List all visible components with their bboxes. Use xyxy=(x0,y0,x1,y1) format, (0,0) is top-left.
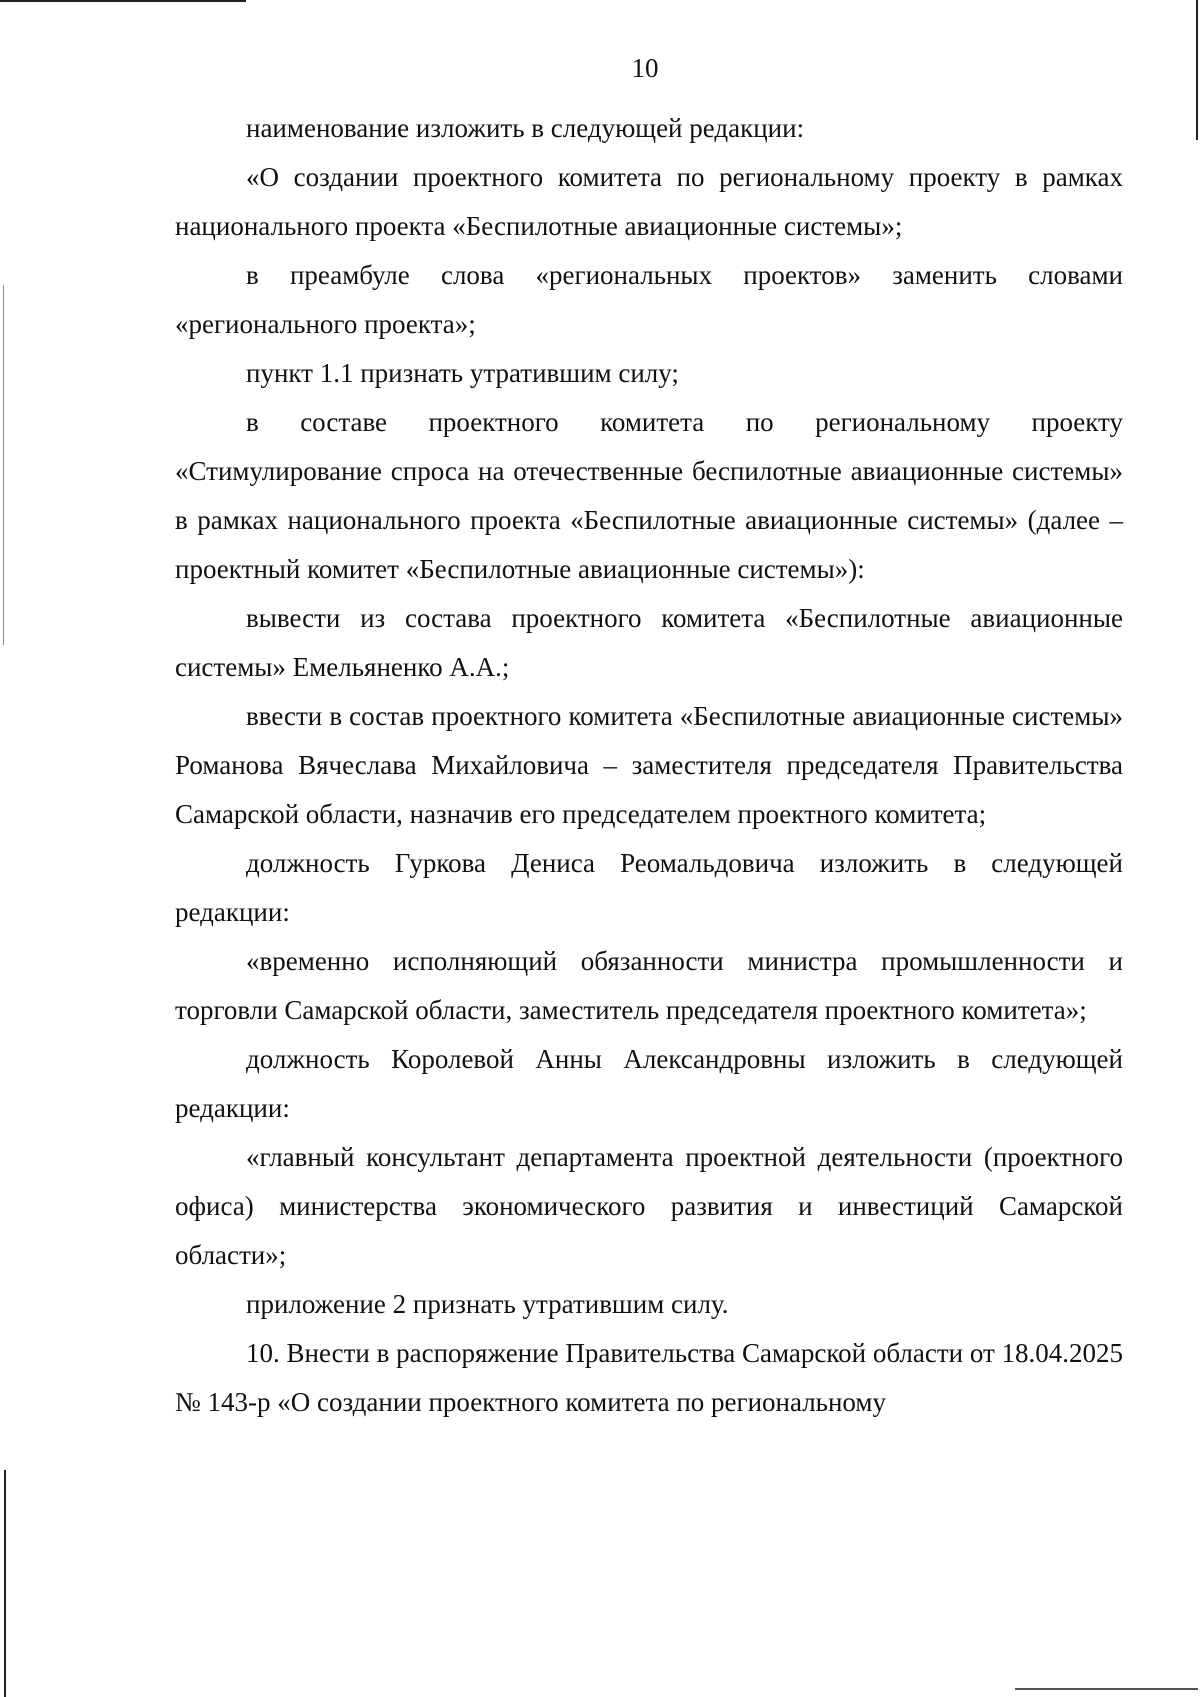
document-body xyxy=(175,104,1123,1427)
scan-mark-bottom-right xyxy=(1015,1688,1198,1690)
paragraph-4: пункт 1.1 признать утратившим силу; xyxy=(246,358,679,388)
paragraph-12: приложение 2 признать утратившим силу. xyxy=(246,1289,729,1319)
paragraph-8: должность Гуркова Дениса Реомальдовича изложить в следующей редакции: xyxy=(175,848,1123,927)
paragraph-11: «главный консультант департамента проектной деятельности (проектного офиса) министерства экономического развития и инвестиций Самарской области»; xyxy=(175,1142,1123,1270)
paragraph-3: в преамбуле слова «региональных проектов» заменить словами «регионального проекта»; xyxy=(175,260,1123,339)
paragraph-9: «временно исполняющий обязанности министра промышленности и торговли Самарской области, заместитель председателя проектного комитета»; xyxy=(175,946,1123,1025)
paragraph-7: ввести в состав проектного комитета «Беспилотные авиационные системы» Романова Вячеслава Михайловича – заместителя председателя Правительства Самарской области, назначив его председателем проектного комитета; xyxy=(175,701,1123,829)
paragraph-5: в составе проектного комитета по региональному проекту «Стимулирование спроса на отечественные беспилотные авиационные системы» в рамках национального проекта «Беспилотные авиационные системы» (далее – проектный комитет «Беспилотные авиационные системы»): xyxy=(175,407,1123,584)
paragraph-10: должность Королевой Анны Александровны изложить в следующей редакции: xyxy=(175,1044,1123,1123)
paragraph-1: наименование изложить в следующей редакции: xyxy=(246,113,805,143)
scan-mark-left-edge-lower xyxy=(4,1470,6,1697)
paragraph-6: вывести из состава проектного комитета «Беспилотные авиационные системы» Емельяненко А.А.; xyxy=(175,603,1123,682)
scan-mark-left-edge-upper xyxy=(3,285,4,645)
paragraph-2: «О создании проектного комитета по региональному проекту в рамках национального проекта «Беспилотные авиационные системы»; xyxy=(175,162,1123,241)
paragraph-13: 10. Внести в распоряжение Правительства Самарской области от 18.04.2025 № 143-р «О создании проектного комитета по региональному xyxy=(175,1338,1124,1417)
scan-mark-top-left xyxy=(0,0,246,2)
page-number: 10 xyxy=(631,53,659,83)
